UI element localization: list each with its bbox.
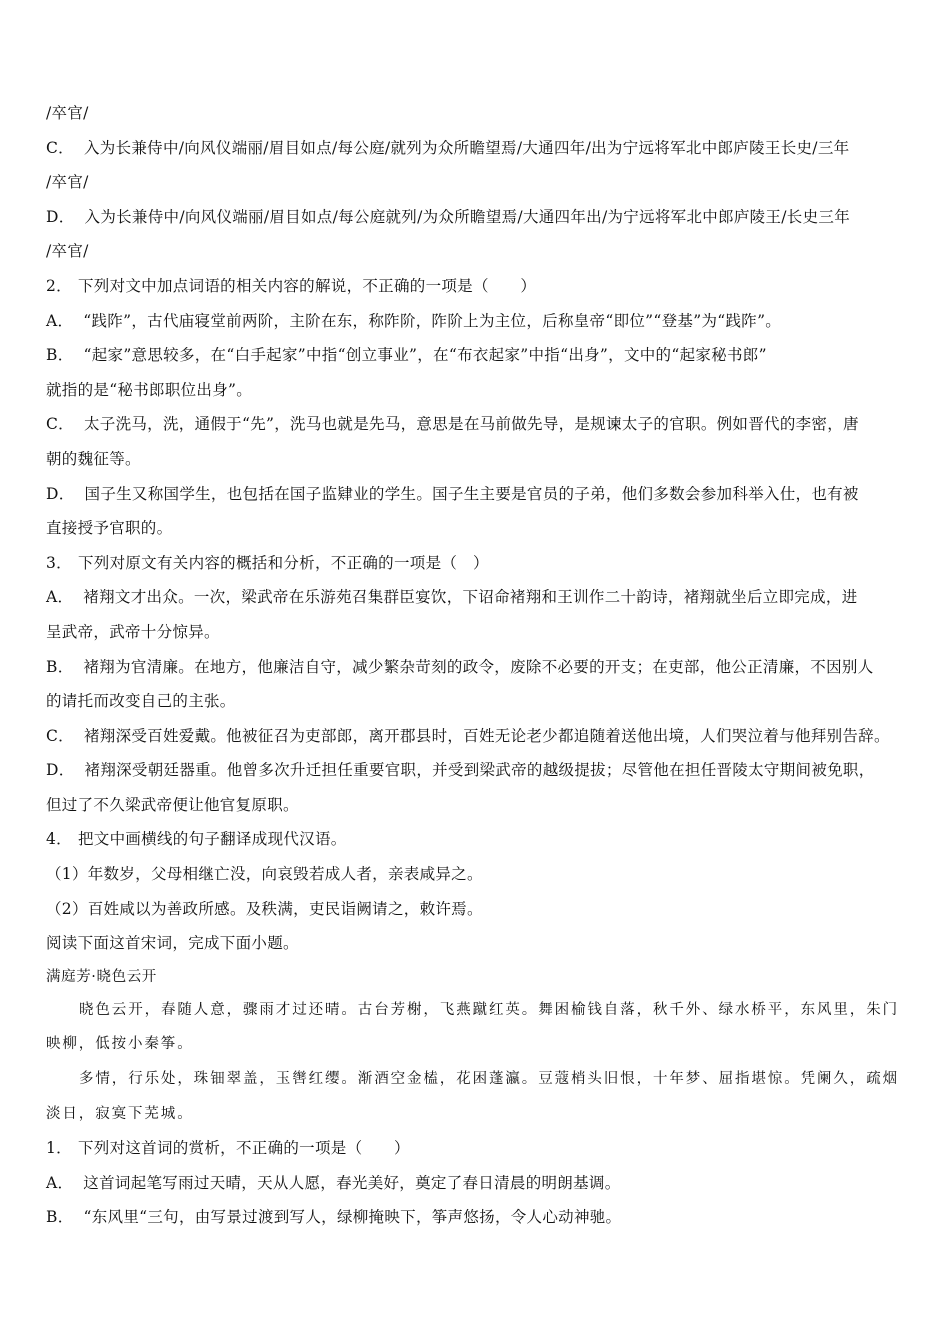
q3-option-b: [46, 650, 916, 685]
option-label: D．: [46, 207, 75, 226]
q2-option-b-cont: [46, 373, 916, 408]
question-3: [46, 546, 916, 581]
q2-option-c: [46, 407, 916, 442]
option-text: 呈武帝，武帝十分惊异。: [46, 622, 220, 641]
option-label: C．: [46, 138, 74, 157]
option-label: D．: [46, 484, 75, 503]
option-label: A．: [46, 588, 74, 607]
option-text: 褚翔文才出众。一次，梁武帝在乐游苑召集群臣宴饮，下诏命褚翔和王训作二十韵诗，褚翔就坐后立即完成，进: [83, 588, 858, 607]
option-text: 这首词起笔写雨过天晴，天从人愿，春光美好，奠定了春日清晨的明朗基调。: [83, 1173, 621, 1192]
option-label: B．: [46, 657, 74, 676]
q2-option-b: [46, 338, 916, 373]
q3-option-b-cont: [46, 684, 916, 719]
p1-option-b: [46, 1200, 916, 1235]
sub-question-text: （1）年数岁，父母相继亡没，向哀毁若成人者，亲表咸异之。: [46, 865, 483, 884]
q3-option-a: [46, 580, 916, 615]
poem-text: 淡日，寂寞下芜城。: [46, 1105, 194, 1122]
q3-option-d-cont: [46, 788, 916, 823]
q4-sub-1: [46, 857, 916, 892]
poem-stanza-2: [46, 1062, 916, 1097]
text-line: [46, 96, 916, 131]
option-text: 但过了不久梁武帝便让他官复原职。: [46, 795, 299, 814]
option-text: 就指的是“秘书郎职位出身”。: [46, 380, 253, 399]
option-label: D．: [46, 761, 75, 780]
option-text: 的请托而改变自己的主张。: [46, 692, 236, 711]
option-text: “践阼”，古代庙寝堂前两阶，主阶在东，称阼阶，阼阶上为主位，后称皇帝“即位”“登基”为“践阼”。: [83, 311, 782, 330]
question-number: 2．: [46, 276, 72, 295]
line-text: /卒官/: [46, 242, 89, 261]
line-text: /卒官/: [46, 173, 89, 192]
question-2: [46, 269, 916, 304]
option-text: 入为长兼侍中/向风仪端丽/眉目如点/每公庭就列/为众所瞻望焉/大通四年出/为宁远将军北中郎庐陵王/长史三年: [84, 207, 850, 226]
option-text: 入为长兼侍中/向风仪端丽/眉目如点/每公庭/就列为众所瞻望焉/大通四年/出为宁远将军北中郎庐陵王长史/三年: [83, 138, 850, 157]
reading-instruction: [46, 926, 916, 961]
option-text: “起家”意思较多，在“白手起家”中指“创立事业”，在“布衣起家”中指“出身”，文中的“起家秘书郎”: [83, 346, 767, 365]
q3-option-c: [46, 719, 916, 754]
poem-text: 映柳，低按小秦筝。: [46, 1036, 194, 1053]
option-text: 褚翔深受朝廷器重。他曾多次升迁担任重要官职，并受到梁武帝的越级提拔；尽管他在担任晋陵太守期间被免职，: [84, 761, 875, 780]
question-number: 1．: [46, 1139, 72, 1158]
q3-option-a-cont: [46, 615, 916, 650]
option-text: 太子洗马，洗，通假于“先”，洗马也就是先马，意思是在马前做先导，是规谏太子的官职。例如晋代的李密，唐: [83, 415, 859, 434]
option-label: B．: [46, 346, 74, 365]
option-d: [46, 200, 916, 235]
question-text: 下列对文中加点词语的相关内容的解说，不正确的一项是（ ）: [77, 276, 537, 295]
poem-text: 晓色云开，春随人意，骤雨才过还晴。古台芳榭，飞燕蹴红英。舞困榆钱自落，秋千外、绿水桥平，东风里，朱门: [79, 1001, 899, 1018]
document-page: [46, 96, 916, 1235]
option-label: C．: [46, 726, 74, 745]
option-label: B．: [46, 1208, 74, 1227]
poem-title-text: 满庭芳·晓色云开: [46, 968, 157, 985]
question-text: 把文中画横线的句子翻译成现代汉语。: [77, 830, 347, 849]
option-label: A．: [46, 311, 74, 330]
option-label: A．: [46, 1173, 74, 1192]
q2-option-d-cont: [46, 511, 916, 546]
sub-question-text: （2）百姓咸以为善政所感。及秩满，吏民诣阙请之，敕许焉。: [46, 899, 483, 918]
poem-stanza-1-cont: [46, 1027, 916, 1062]
q2-option-a: [46, 304, 916, 339]
option-label: C．: [46, 415, 74, 434]
poem-title: [46, 961, 916, 993]
question-text: 下列对这首词的赏析，不正确的一项是（ ）: [77, 1139, 410, 1158]
q4-sub-2: [46, 892, 916, 927]
q2-option-c-cont: [46, 442, 916, 477]
poem-question-1: [46, 1131, 916, 1166]
p1-option-a: [46, 1166, 916, 1201]
q2-option-d: [46, 477, 916, 512]
option-text: 国子生又称国学生，也包括在国子监肄业的学生。国子生主要是官员的子弟，他们多数会参加科举入仕，也有被: [84, 484, 859, 503]
question-number: 3．: [46, 553, 72, 572]
option-text: 朝的魏征等。: [46, 449, 141, 468]
option-text: 褚翔深受百姓爱戴。他被征召为吏部郎，离开郡县时，百姓无论老少都追随着送他出境，人们哭泣着与他拜别告辞。: [83, 726, 890, 745]
poem-text: 多情，行乐处，珠钿翠盖，玉辔红缨。渐酒空金榼，花困蓬瀛。豆蔻梢头旧恨，十年梦、屈指堪惊。凭阑久，疏烟: [79, 1071, 899, 1088]
text-line: [46, 234, 916, 269]
option-text: “东风里“三句，由写景过渡到写人，绿柳掩映下，筝声悠扬，令人心动神驰。: [83, 1208, 622, 1227]
poem-stanza-2-cont: [46, 1097, 916, 1132]
instruction-text: 阅读下面这首宋词，完成下面小题。: [46, 934, 299, 953]
line-text: /卒官/: [46, 104, 89, 122]
question-text: 下列对原文有关内容的概括和分析，不正确的一项是（ ）: [77, 553, 489, 572]
text-line: [46, 165, 916, 200]
option-text: 直接授予官职的。: [46, 519, 173, 538]
question-number: 4．: [46, 830, 72, 849]
q3-option-d: [46, 753, 916, 788]
option-c: [46, 131, 916, 166]
poem-stanza-1: [46, 993, 916, 1028]
question-4: [46, 822, 916, 857]
option-text: 褚翔为官清廉。在地方，他廉洁自守，减少繁杂苛刻的政令，废除不必要的开支；在吏部，他公正清廉，不因别人: [83, 657, 874, 676]
